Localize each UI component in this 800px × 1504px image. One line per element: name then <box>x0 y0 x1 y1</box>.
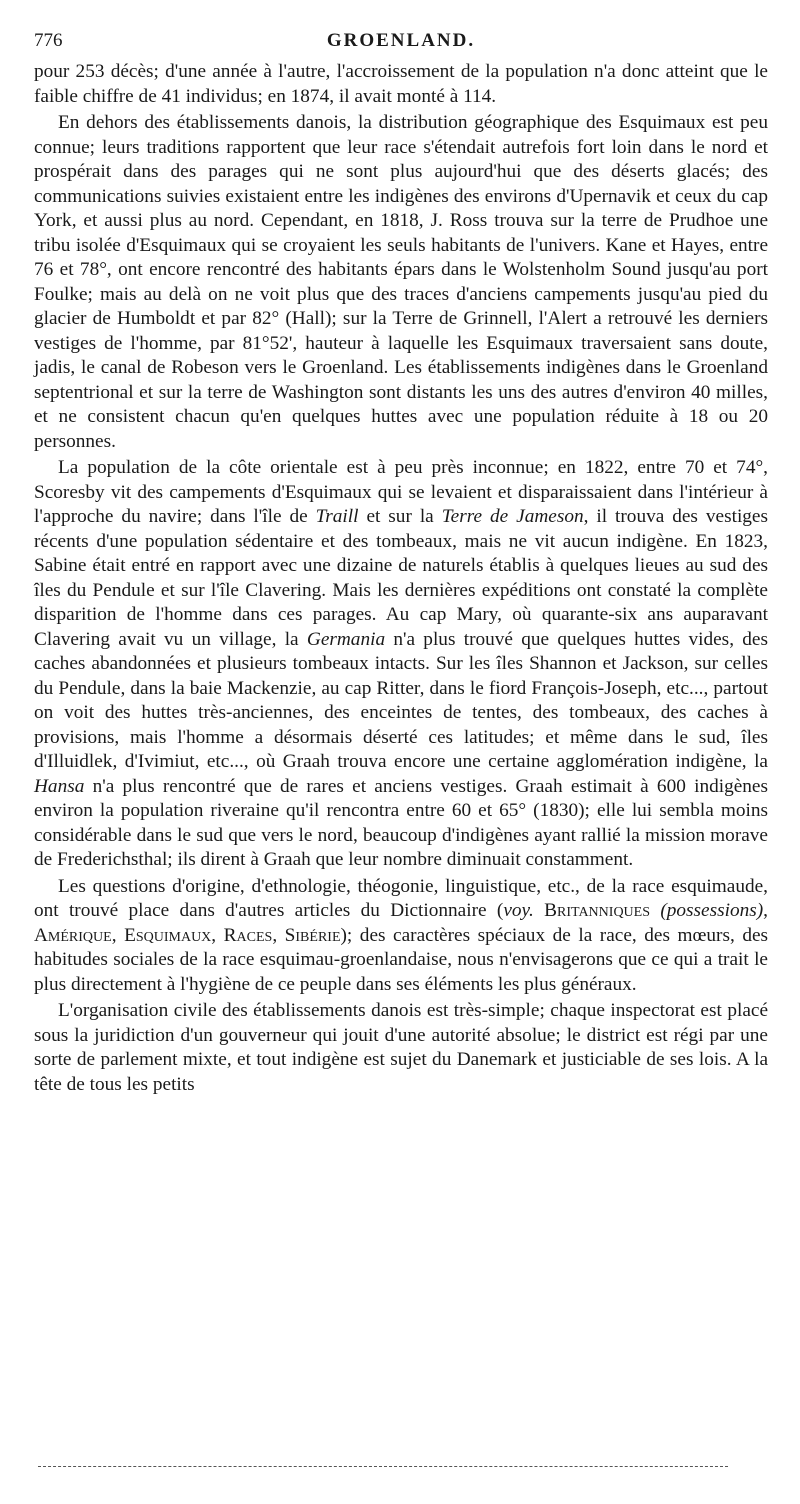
italic-terre-de-jameson: Terre de Jameson <box>441 506 584 527</box>
crossref-races: Races <box>223 924 273 946</box>
italic-traill: Traill <box>315 506 359 527</box>
italic-voy: voy. <box>503 900 534 921</box>
page-header <box>34 30 768 60</box>
crossref-esquimaux: Esquimaux <box>124 924 212 946</box>
paragraph-4 <box>34 875 768 998</box>
paragraph-3-text: La population de la côte orientale est à peu près inconnue; en 1822, entre 70 et 74°, Scoresby vit des campements d'Esquimaux qui se levaient et disparaissaient dans l'intérieur à l'approche du navire; dans l'île de <box>34 457 768 527</box>
paragraph-1: pour 253 décès; d'une année à l'autre, l'accroissement de la population n'a donc atteint que le faible chiffre de 41 individus; en 1874, il avait monté à 114. <box>34 61 768 107</box>
italic-hansa: Hansa <box>34 775 85 797</box>
paragraph-3-text: n'a plus rencontré que de rares et anciens vestiges. Graah estimait à 600 indigènes environ la population riveraine qu'il rencontra entre 60 et 65° (1830); elle lui sembla moins considérable dans le sud que vers le nord, beaucoup d'indigènes ayant rallié la mission morave de Frederichsthal; ils dirent à Graah que leur nombre diminuait constamment. <box>34 775 768 870</box>
document-page <box>34 30 768 1097</box>
italic-possessions: (possessions) <box>650 900 764 921</box>
paragraph-3-text: et sur la <box>358 506 442 527</box>
body-text <box>34 60 768 1097</box>
paragraph-3 <box>34 456 768 873</box>
paragraph-2: En dehors des établissements danois, la distribution géographique des Esquimaux est peu connue; leurs traditions rapportent que leur race s'étendait autrefois fort loin dans le nord et prospérait dans des parages qui ne sont plus aujourd'hui que des déserts glacés; des communications suivies existaient entre les indigènes des environs d'Upernavik et ceux du cap York, et aussi plus au nord. Cependant, en 1818, J. Ross trouva sur la terre de Prudhoe une tribu isolée d'Esquimaux qui se croyaient les seuls habitants de l'univers. Kane et Hayes, entre 76 et 78°, ont encore rencontré des habitants épars dans le Wolstenholm Sound jusqu'au port Foulke; mais au delà on ne voit plus que des traces d'anciens campements jusqu'au pied du glacier de Humboldt et par 82° (Hall); sur la Terre de Grinnell, l'Alert a retrouvé les derniers vestiges de l'homme, par 81°52', hauteur à laquelle les Esquimaux traversaient sans doute, jadis, le canal de Robeson vers le Groenland. Les établissements indigènes dans le Groenland septentrional et sur la terre de Washington sont distants les uns des autres d'environ 40 milles, et ne consistent chacun qu'en quelques huttes avec une population réduite à 18 ou 20 personnes. <box>34 112 768 452</box>
footer-rule <box>38 1466 728 1467</box>
paragraph-4-text: , <box>272 924 285 946</box>
paragraph-4-text: Les questions d'origine, d'ethnologie, théogonie, linguistique, etc., de la race esquimaude, ont trouvé place dans d'autres articles du Dictionnaire ( <box>34 875 768 921</box>
paragraph-4-text: ); des caractères spéciaux de la race, des mœurs, des habitudes sociales de la race esquimau-groenlandaise, nous n'envisagerons que ce qui a trait le plus directement à l'hygiène de ce peuple dans ses éléments les plus généraux. <box>34 924 769 995</box>
paragraph-4-text: , <box>211 924 224 946</box>
paragraph-3-text: , il trouva des vestiges récents d'une population sédentaire et des tombeaux, mais ne vit aucun indigène. En 1823, Sabine était entré en rapport avec une dizaine de naturels établis à quelques lieues au sud des îles du Pendule et sur l'île Clavering. Mais les dernières expéditions ont constaté la complète disparition de l'homme dans ces parages. Au cap Mary, où quarante-six ans auparavant Clavering avait vu un village, la <box>34 506 768 650</box>
page-number: 776 <box>34 30 63 51</box>
crossref-amerique: Amérique <box>34 924 112 946</box>
paragraph-5: L'organisation civile des établissements danois est très-simple; chaque inspectorat est placé sous la juridiction d'un gouverneur qui jouit d'une autorité absolue; le district est régi par une sorte de parlement mixte, et tout indigène est sujet du Danemark et justiciable de ses lois. A la tête de tous les petits <box>34 1000 768 1095</box>
paragraph-4-text: , <box>763 900 768 921</box>
italic-germania: Germania <box>306 628 386 650</box>
crossref-siberie: Sibérie <box>284 924 341 946</box>
crossref-britanniques: Britanniques <box>533 900 651 921</box>
paragraph-3-text: n'a plus trouvé que quelques huttes vides, des caches abandonnées et plusieurs tombeaux intacts. Sur les îles Shannon et Jackson, sur celles du Pendule, dans la baie Mackenzie, au cap Ritter, dans le fiord François-Joseph, etc..., partout on voit des huttes très-anciennes, des enceintes de tentes, des tombeaux, des caches à provisions, mais l'homme a désormais déserté ces latitudes; et même dans le sud, îles d'Illuidlek, d'Ivimiut, etc..., où Graah trouva encore une certaine agglomération indigène, la <box>34 628 768 772</box>
paragraph-4-text: , <box>111 924 125 946</box>
running-title: GROENLAND. <box>326 30 476 51</box>
